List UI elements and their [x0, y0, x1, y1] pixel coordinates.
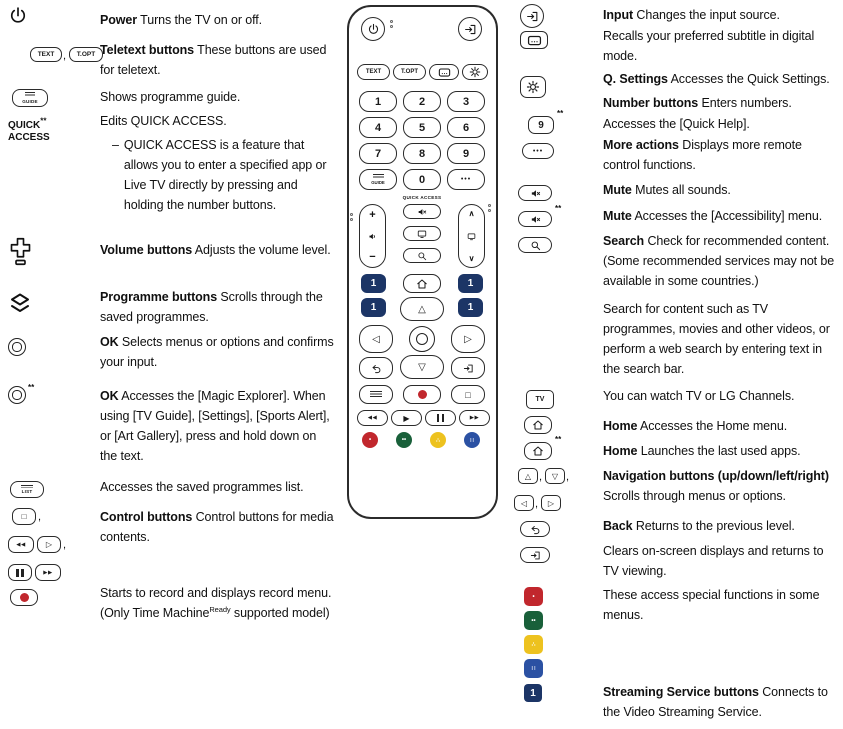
programme-rocker-icon: [8, 291, 32, 315]
desc-control-buttons: [100, 507, 336, 547]
remote-streaming-button-4: [458, 298, 483, 317]
remote-digit-8: [403, 143, 441, 164]
remote-mute-button: [403, 204, 441, 219]
red-button-icon: [524, 587, 543, 606]
remote-streaming-button-3: [361, 298, 386, 317]
play-button-icon: [37, 536, 61, 553]
monitor-icon: [417, 229, 427, 239]
digit: 7: [374, 147, 382, 160]
subtitle-icon: [438, 66, 451, 79]
remote-control-diagram: [347, 5, 498, 519]
mute-button-icon: [518, 185, 552, 201]
record-dot-icon: [20, 593, 29, 602]
play-glyph: ▷: [45, 540, 53, 549]
search-icon: [530, 240, 541, 251]
term: Teletext buttons: [100, 43, 195, 57]
desc-qsettings: [603, 69, 841, 89]
streaming-button-icon: [524, 684, 542, 702]
term: Streaming Service buttons: [603, 685, 759, 699]
home-button-icon: [524, 416, 552, 434]
back-icon: [530, 524, 541, 535]
remote-digit-3: [447, 91, 485, 112]
term: Home: [603, 419, 638, 433]
more-dots-icon: •••: [532, 147, 544, 155]
green-button-dots: ••: [531, 617, 536, 624]
desc-text: You can watch TV or LG Channels.: [603, 389, 795, 403]
footnote-dots: [390, 20, 393, 28]
home-icon: [416, 278, 428, 290]
desc-record: [100, 583, 336, 623]
remote-digit-9: [447, 143, 485, 164]
desc-text: Launches the last used apps.: [637, 444, 801, 458]
down-arrow-icon: ▽: [418, 361, 426, 373]
comma: ,: [539, 471, 543, 483]
remote-nav-up-button: [400, 297, 444, 321]
nav-right-button-icon: [541, 495, 561, 511]
comma: ,: [63, 50, 67, 62]
bullet-dash: –: [112, 138, 119, 152]
tv-label: TV: [535, 396, 545, 403]
more-actions-button-icon: [522, 143, 554, 159]
desc-text: Shows programme guide.: [100, 90, 241, 104]
up-arrow-icon: △: [418, 303, 426, 315]
desc-text: Control buttons for media contents.: [100, 510, 334, 544]
term: Power: [100, 13, 138, 27]
term: Input: [603, 8, 634, 22]
term: Mute: [603, 183, 632, 197]
term: OK: [100, 335, 119, 349]
ready-superscript: Ready: [209, 604, 231, 614]
remote-input-button: [458, 17, 482, 41]
desc-mute: [603, 180, 841, 200]
gear-icon: [469, 66, 481, 78]
comma: ,: [38, 511, 42, 523]
remote-streaming-button-2: [458, 274, 483, 293]
term: Mute: [603, 209, 632, 223]
red-button-dots: •: [532, 593, 535, 600]
streaming-label: 1: [530, 687, 536, 699]
term: Navigation buttons (up/down/left/right): [603, 469, 829, 483]
desc-text: Accesses the Quick Settings.: [667, 72, 830, 86]
desc-teletext: [100, 40, 336, 80]
digit: 6: [462, 121, 470, 134]
remote-digit-7: [359, 143, 397, 164]
remote-ok-button: [409, 326, 435, 352]
remote-back-button: [359, 357, 393, 379]
remote-digit-4: [359, 117, 397, 138]
comma: ,: [535, 498, 539, 510]
term: Q. Settings: [603, 72, 668, 86]
footnote-asterisks: **: [40, 116, 47, 126]
remote-more-actions-button: [447, 169, 485, 190]
record-dot-icon: [418, 390, 427, 399]
speaker-icon: [368, 232, 377, 241]
remote-rewind-button: [357, 410, 388, 426]
remote-stop-button: [451, 385, 485, 404]
digit: 4: [374, 121, 382, 134]
label: 1: [467, 278, 474, 289]
desc-back: [603, 516, 841, 536]
desc-text: These buttons are used for teletext.: [100, 43, 327, 77]
desc-more-actions: [603, 135, 841, 175]
power-icon: [8, 6, 28, 26]
remote-quick-access-label: QUICK ACCESS: [402, 195, 442, 200]
desc-mute-accessibility: [603, 206, 841, 226]
subtitle-button-icon: [520, 31, 548, 49]
desc-text: Scrolls through the saved programmes.: [100, 290, 323, 324]
digit: 2: [418, 95, 426, 108]
list-button-label: LIST: [21, 489, 33, 495]
input-button-icon: [520, 4, 544, 28]
red-button-dots: •: [368, 437, 372, 443]
desc-home-last-apps: [603, 441, 841, 461]
remote-red-button: [362, 432, 378, 448]
desc-quick-access: [100, 111, 336, 131]
yellow-button-icon: [524, 635, 543, 654]
nine-label: 9: [538, 119, 544, 131]
desc-text: Displays more remote control functions.: [603, 138, 802, 172]
quick-access-line1: QUICK: [8, 120, 41, 131]
volume-up-glyph: +: [369, 209, 376, 221]
volume-rocker-icon: [10, 237, 31, 266]
guide-button-label: GUIDE: [22, 98, 38, 104]
remote-power-button: [361, 17, 385, 41]
remote-forward-button: [459, 410, 490, 426]
desc-colour-buttons: [603, 585, 841, 625]
programme-down-glyph: ∨: [468, 254, 475, 263]
play-glyph: ▶: [403, 413, 410, 423]
desc-input: [603, 5, 841, 25]
back-button-icon: [520, 521, 550, 537]
desc-text: Mutes all sounds.: [631, 183, 731, 197]
nav-down-button-icon: [545, 468, 565, 484]
desc-ok: [100, 332, 336, 372]
comma: ,: [566, 471, 570, 483]
list-lines-icon: [373, 174, 384, 179]
term: Programme buttons: [100, 290, 218, 304]
digit: 3: [462, 95, 470, 108]
desc-programme: [100, 287, 336, 327]
text-button-icon: [30, 47, 62, 62]
remote-digit-5: [403, 117, 441, 138]
desc-text: supported model): [230, 606, 330, 620]
remote-digit-1: [359, 91, 397, 112]
desc-text: Starts to record and displays record menu. (Only Time Machine: [100, 586, 332, 620]
term: Search: [603, 234, 645, 248]
remote-screen-button: [403, 226, 441, 241]
forward-glyph: ▶▶: [469, 415, 480, 421]
mute-icon: [417, 207, 427, 217]
desc-text: Recalls your preferred subtitle in digital mode.: [603, 29, 815, 63]
remote-digit-0: [403, 169, 441, 190]
input-icon: [526, 10, 539, 23]
digit: 8: [418, 147, 426, 160]
term: Control buttons: [100, 510, 193, 524]
remote-nav-right-button: [451, 325, 485, 353]
blue-button-dots: ∷: [470, 437, 474, 444]
desc-text: Clears on-screen displays and returns to TV viewing.: [603, 544, 824, 578]
up-arrow-icon: △: [524, 471, 532, 481]
desc-text: Adjusts the volume level.: [192, 243, 331, 257]
green-button-dots: ••: [401, 437, 407, 443]
desc-text: Enters numbers.: [698, 96, 792, 110]
desc-text: Connects to the Video Streaming Service.: [603, 685, 828, 719]
remote-record-button: [403, 385, 441, 404]
digit: 5: [418, 121, 426, 134]
pause-icon: [16, 569, 24, 577]
home-button-icon-alt: [524, 442, 552, 460]
digit: 9: [462, 147, 470, 160]
desc-ok-magic: [100, 386, 336, 466]
remote-blue-button: [464, 432, 480, 448]
exit-button-icon: [520, 547, 550, 563]
quick-access-line2: ACCESS: [8, 132, 50, 143]
more-dots-icon: •••: [460, 176, 472, 183]
remote-home-button: [403, 274, 441, 293]
desc-number-buttons: [603, 93, 841, 113]
nav-up-button-icon: [518, 468, 538, 484]
term: Volume buttons: [100, 243, 193, 257]
gear-icon: [526, 80, 540, 94]
list-lines-icon: [370, 391, 382, 398]
rewind-glyph: ◀◀: [16, 541, 26, 548]
record-button-icon: [10, 589, 38, 606]
exit-icon: [530, 550, 541, 561]
desc-text: QUICK ACCESS is a feature that allows you to enter a specified app or Live TV directly by pressing and holding the number buttons.: [123, 138, 327, 212]
desc-text: Selects menus or options and confirms your input.: [100, 335, 334, 369]
desc-text: Accesses the [Quick Help].: [603, 117, 750, 131]
desc-search-content: [603, 299, 841, 379]
remote-programme-rocker: [458, 204, 485, 268]
left-arrow-icon: ◁: [372, 333, 380, 345]
list-button-icon: [10, 481, 44, 498]
remote-volume-rocker: [359, 204, 386, 268]
desc-text: Check for recommended content. (Some recommended services may not be available in some countries.): [603, 234, 835, 288]
term: OK: [100, 389, 119, 403]
remote-nav-down-button: [400, 355, 444, 379]
label: 1: [370, 278, 377, 289]
desc-quick-help: [603, 114, 841, 134]
tv-icon: [467, 232, 476, 241]
label: 1: [370, 302, 377, 313]
ok-wheel-icon: [8, 338, 26, 356]
topt-button-icon: [69, 47, 103, 62]
desc-text: Changes the input source.: [633, 8, 780, 22]
mute-icon: [530, 214, 541, 225]
term: Back: [603, 519, 633, 533]
programme-up-glyph: ∧: [468, 209, 475, 218]
desc-text: Accesses the [Magic Explorer]. When using [TV Guide], [Settings], [Sports Alert], or [Art Gallery], press and hold down on the text.: [100, 389, 330, 463]
comma: ,: [63, 539, 67, 551]
stop-button-icon: [12, 508, 36, 525]
desc-list: [100, 477, 336, 497]
remote-list-button: [359, 385, 393, 404]
remote-search-button: [403, 248, 441, 263]
desc-tv-channels: [603, 386, 841, 406]
green-button-icon: [524, 611, 543, 630]
list-lines-icon: [25, 92, 35, 97]
label: 1: [467, 302, 474, 313]
home-icon: [532, 419, 544, 431]
stop-glyph: □: [21, 512, 27, 521]
forward-button-icon: [35, 564, 61, 581]
search-button-icon: [518, 237, 552, 253]
desc-text: Turns the TV on or off.: [137, 13, 263, 27]
desc-text: These access special functions in some menus.: [603, 588, 820, 622]
subtitle-icon: [527, 33, 542, 48]
digit: 0: [418, 173, 426, 186]
remote-text-button: [357, 64, 390, 80]
left-arrow-icon: ◁: [520, 498, 528, 508]
right-arrow-icon: ▷: [464, 333, 472, 345]
mute-icon: [530, 188, 541, 199]
desc-exit: [603, 541, 841, 581]
desc-power: [100, 10, 336, 30]
back-icon: [371, 363, 382, 374]
label: TEXT: [365, 69, 382, 75]
label: GUIDE: [371, 180, 385, 185]
right-arrow-icon: ▷: [547, 498, 555, 508]
power-icon: [367, 23, 380, 36]
settings-button-icon: [520, 76, 546, 98]
remote-play-button: [391, 410, 422, 426]
term: Number buttons: [603, 96, 699, 110]
guide-button-icon: [12, 89, 48, 107]
desc-guide: [100, 87, 336, 107]
input-icon: [464, 23, 477, 36]
desc-text: Accesses the Home menu.: [637, 419, 788, 433]
pause-icon: [437, 414, 445, 422]
blue-button-dots: ∷: [531, 666, 536, 672]
manual-page: TEXT , T.OPT GUIDE QUICK** ACCESS ** LIST □ , ◀◀ ▷ , ▶▶ Power Turns the TV on or off. Teletext buttons These buttons are used for teletext. Shows programme guide. Edits QUICK ACCESS. – QUICK ACCESS is a feature that allows you to enter a specified app or Live TV directly by pressing and holding the number buttons. Volume buttons Adjusts the volume level. Programme buttons Scrolls through the saved programmes. OK Selects menus or options and confirms your input. OK Accesses the [Magic Explorer]. When using [TV Guide], [Settings], [Sports Alert], or [Art Gallery], press and hold down on the text. Accesses the saved programmes list. Control buttons Control buttons for media contents. Starts to record and displays record menu. (Only Time Machine$^{Ready}$ supported model) TEXT T.OPT 1 2 3 4 5 6 7 8 9 GUIDE 0 ••• QUICK ACCESS + − ∧ ∨ 1 1 1 △ 1 ◁ ▷ ▽ □ ◀◀ ▶ ▶▶ • •• ∴ ∷ 9 ** ••• ** TV ** △ , ▽ , ◁ , ▷ • •• ∴ ∷ 1 Input Changes the input source. Recalls your preferred subtitle in digital mode. Q. Settings Accesses the Quick Settings. Number buttons Enters numbers. Accesses the [Quick Help]. More actions Displays more remote control functions. Mute Mutes all sounds. Mute Accesses the [Accessibility] menu. Search Check for recommended content. (Some recommended services may not be available in some countries.) Search for content such as TV programmes, movies and other videos, or perform a web search by entering text in the search bar. You can watch TV or LG Channels. Home Accesses the Home menu. Home Launches the last used apps. Navigation buttons (up/down/left/right) Scrolls through menus or options. Back Returns to the previous level. Clears on-screen displays and returns to TV viewing. These access special functions in some menus. Streaming Service buttons Connects to the Video Streaming Service.: [0, 0, 843, 729]
footnote-dots: [488, 204, 491, 212]
term: Home: [603, 444, 638, 458]
exit-icon: [463, 363, 474, 374]
remote-digit-6: [447, 117, 485, 138]
desc-navigation: [603, 466, 841, 506]
desc-streaming-service: [603, 682, 841, 722]
nine-button-icon: [528, 116, 554, 134]
remote-topt-button: [393, 64, 426, 80]
rewind-glyph: ◀◀: [367, 415, 378, 421]
desc-quick-access-note: [100, 135, 336, 215]
desc-text: Returns to the previous level.: [632, 519, 795, 533]
desc-subtitle: [603, 26, 841, 66]
desc-text: Scrolls through menus or options.: [603, 489, 786, 503]
yellow-button-dots: ∴: [531, 642, 536, 648]
desc-volume: [100, 240, 336, 260]
pause-button-icon: [8, 564, 32, 581]
yellow-button-dots: ∴: [436, 437, 440, 444]
remote-digit-2: [403, 91, 441, 112]
down-arrow-icon: ▽: [551, 471, 559, 481]
topt-button-label: T.OPT: [76, 51, 96, 58]
remote-settings-button: [462, 64, 488, 80]
desc-text: Edits QUICK ACCESS.: [100, 114, 227, 128]
blue-button-icon: [524, 659, 543, 678]
desc-home: [603, 416, 841, 436]
home-icon: [532, 445, 544, 457]
desc-text: Accesses the saved programmes list.: [100, 480, 304, 494]
footnote-dots: [350, 213, 353, 221]
mute-button-icon-alt: [518, 211, 552, 227]
forward-glyph: ▶▶: [43, 569, 53, 576]
remote-green-button: [396, 432, 412, 448]
nav-left-button-icon: [514, 495, 534, 511]
list-lines-icon: [21, 485, 33, 488]
stop-glyph: □: [465, 389, 471, 400]
label: T.OPT: [400, 69, 418, 75]
remote-exit-button: [451, 357, 485, 379]
remote-yellow-button: [430, 432, 446, 448]
volume-down-glyph: −: [369, 251, 376, 263]
rewind-button-icon: [8, 536, 34, 553]
text-button-label: TEXT: [37, 51, 55, 58]
tv-button-icon: [526, 390, 554, 409]
remote-nav-left-button: [359, 325, 393, 353]
desc-text: Accesses the [Accessibility] menu.: [631, 209, 823, 223]
desc-text: Search for content such as TV programmes, movies and other videos, or perform a web search by entering text in the search bar.: [603, 302, 830, 376]
quick-access-label: [8, 116, 50, 144]
remote-pause-button: [425, 410, 456, 426]
term: More actions: [603, 138, 679, 152]
remote-subtitle-button: [429, 64, 459, 80]
ok-wheel-icon-alt: [8, 386, 26, 404]
search-icon: [417, 251, 427, 261]
remote-streaming-button-1: [361, 274, 386, 293]
remote-guide-button: [359, 169, 397, 190]
desc-search: [603, 231, 841, 291]
digit: 1: [374, 95, 382, 108]
